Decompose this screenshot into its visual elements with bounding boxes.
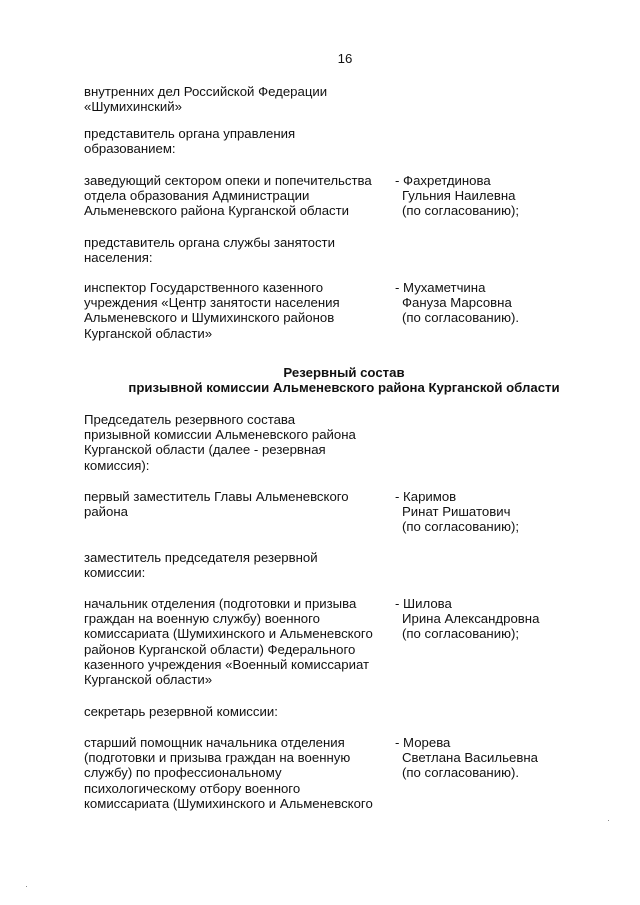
member-name — [395, 596, 575, 642]
text-line: «Шумихинский» — [84, 99, 182, 115]
member-name — [395, 735, 575, 781]
text-line: районов Курганской области) Федерального — [84, 641, 356, 657]
text-line: Фануза Марсовна — [402, 295, 512, 311]
text-line: представитель органа управления — [84, 126, 296, 141]
text-line: граждан на военную службу) военного — [84, 611, 320, 627]
role-heading-chairman — [84, 412, 356, 473]
text-line: (по согласованию). — [402, 765, 520, 781]
text-line: (по согласованию); — [402, 626, 520, 642]
text-line: инспектор Государственного казенного — [84, 280, 324, 295]
text-line: комиссариата (Шумихинского и Альменевского — [84, 795, 373, 811]
text-line: комиссия): — [84, 457, 150, 473]
text-line: - Каримов — [395, 489, 457, 504]
text-line: внутренних дел Российской Федерации — [84, 84, 328, 99]
member-name — [395, 173, 575, 219]
text-line: (по согласованию); — [402, 203, 520, 219]
text-line: Ринат Ришатович — [402, 504, 511, 520]
text-line: службу) по профессиональному — [84, 765, 282, 781]
text-line: секретарь резервной комиссии: — [84, 704, 278, 719]
text-line: комиссии: — [84, 565, 146, 581]
text-line: Курганской области» — [84, 325, 213, 341]
role-heading-secretary — [84, 704, 278, 719]
text-line: (по согласованию). — [402, 310, 520, 326]
text-line: Альменевского района Курганской области — [84, 203, 350, 219]
role-heading-employment — [84, 235, 335, 265]
text-line: Ирина Александровна — [402, 611, 540, 627]
text-line: начальник отделения (подготовки и призыва — [84, 596, 357, 611]
text-line: - Морева — [395, 735, 451, 750]
text-line: Председатель резервного состава — [84, 412, 296, 427]
text-line: представитель органа службы занятости — [84, 235, 335, 250]
text-line: призывной комиссии Альменевского района — [84, 427, 356, 443]
scan-speck — [608, 820, 609, 821]
text-line: образованием: — [84, 141, 176, 157]
text-line: заведующий сектором опеки и попечительства — [84, 173, 372, 188]
text-line: Альменевского и Шумихинского районов — [84, 310, 335, 326]
continuation-text — [84, 84, 327, 114]
role-heading-education — [84, 126, 295, 156]
text-line: Курганской области (далее - резервная — [84, 442, 326, 458]
text-line: старший помощник начальника отделения — [84, 735, 345, 750]
scan-speck — [26, 886, 27, 887]
text-line: - Фахретдинова — [395, 173, 491, 188]
text-line: отдела образования Администрации — [84, 188, 310, 204]
text-line: Гульния Наилевна — [402, 188, 516, 204]
text-line: района — [84, 504, 128, 520]
text-line: первый заместитель Главы Альменевского — [84, 489, 349, 504]
page-number: 16 — [337, 51, 353, 66]
member-name — [395, 489, 575, 535]
text-line: казенного учреждения «Военный комиссариат — [84, 656, 370, 672]
member-position — [84, 173, 396, 219]
heading-line: призывной комиссии Альменевского района Курганской области — [128, 380, 560, 396]
text-line: (по согласованию); — [402, 519, 520, 535]
text-line: Курганской области» — [84, 672, 213, 688]
text-line: учреждения «Центр занятости населения — [84, 295, 340, 311]
text-line: населения: — [84, 250, 153, 266]
text-line: - Шилова — [395, 596, 452, 611]
text-line: заместитель председателя резервной — [84, 550, 318, 565]
member-position — [84, 280, 396, 341]
text-line: - Мухаметчина — [395, 280, 486, 295]
section-heading-block — [84, 365, 604, 395]
text-line: (подготовки и призыва граждан на военную — [84, 750, 351, 766]
member-position — [84, 735, 396, 811]
member-position — [84, 596, 396, 687]
role-heading-deputy — [84, 550, 318, 580]
text-line: психологическому отбору военного — [84, 780, 301, 796]
heading-line: Резервный состав — [283, 365, 405, 380]
text-line: Светлана Васильевна — [402, 750, 538, 766]
text-line: комиссариата (Шумихинского и Альменевского — [84, 626, 373, 642]
member-position — [84, 489, 396, 519]
member-name — [395, 280, 575, 326]
